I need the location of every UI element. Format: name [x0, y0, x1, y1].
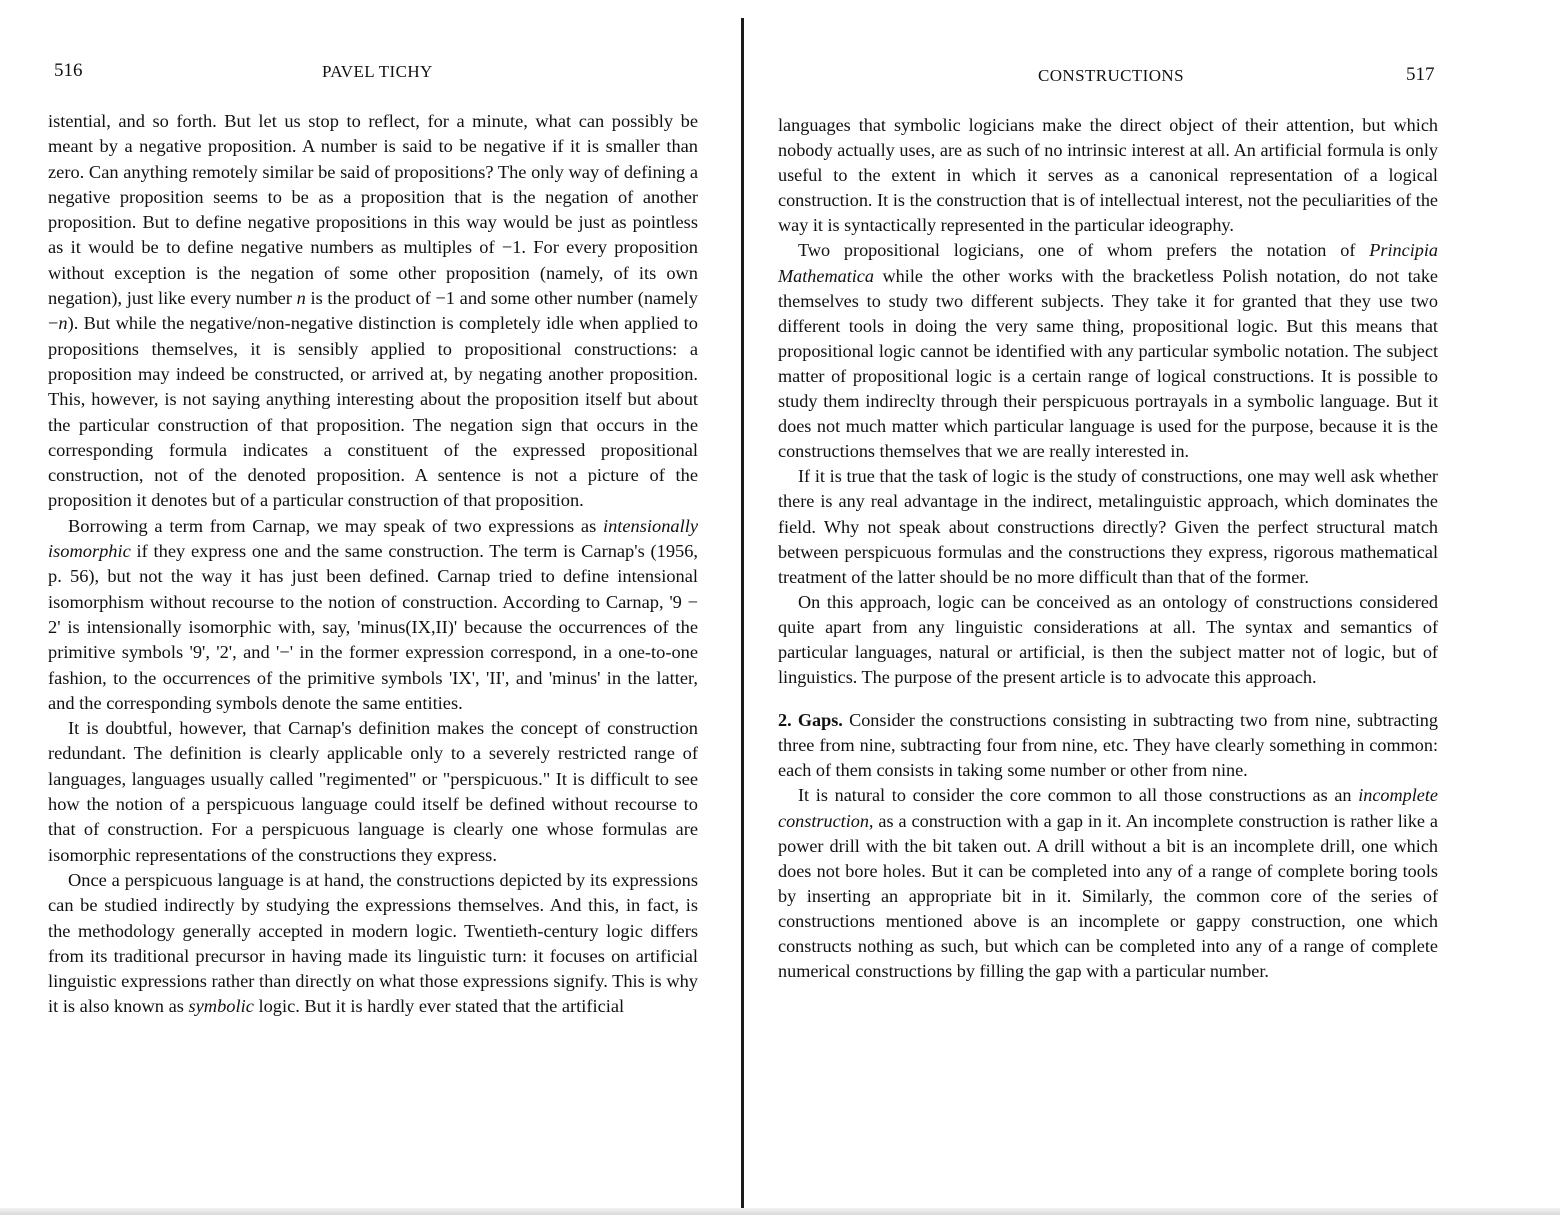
text-run: Borrowing a term from Carnap, we may speak of two expressions as [68, 515, 603, 536]
right-page-body [778, 113, 1438, 984]
text-run: It is natural to consider the core common to all those constructions as an [798, 785, 1359, 806]
text-run: istential, and so forth. But let us stop to reflect, for a minute, what can possibly be meant by a negative proposition. A number is said to be negative if it is smaller than zero. Can anything remotely similar be said of propositions? The only way of defining a negative proposition seems to be as a proposition that is the negation of another proposition. But to define negative propositions in this way would be just as pointless as it would be to define negative numbers as multiples of −1. For every proposition without exception is the negation of some other proposition (namely, of its own negation), just like every number [48, 111, 698, 309]
italic-text: n [296, 288, 306, 309]
text-run: if they express one and the same construction. The term is Carnap's (1956, p. 56), but not the way it has just been defined. Carnap tried to define intensional isomorphism without recourse to the notion of construction. According to Carnap, '9 − 2' is intensionally isomorphic with, say, 'minus(IX,II)' because the occurrences of the primitive symbols '9', '2', and '−' in the former expression correspond, in a one-to-one fashion, to the occurrences of the primitive symbols 'IX', 'II', and 'minus' in the latter, and the corresponding symbols denote the same entities. [48, 541, 698, 713]
page-bottom-edge [0, 1208, 1560, 1215]
paragraph [778, 708, 1438, 783]
text-run: ). But while the negative/non-negative distinction is completely idle when applied to propositions themselves, it is sensibly applied to propositional constructions: a proposition may indeed be constructed, or arrived at, by negating another proposition. This, however, is not saying anything interesting about the proposition itself but about the particular construction of that proposition. The negation sign that occurs in the corresponding formula indicates a constituent of the expressed propositional construction, not of the denoted proposition. A sentence is not a picture of the proposition it denotes but of a particular construction of that proposition. [48, 313, 698, 511]
book-spine [741, 18, 744, 1208]
text-run: while the other works with the bracketless Polish notation, do not take themselves to study two different subjects. They take it for granted that they use two different tools in doing the very same thing, propositional logic. But this means that propositional logic cannot be identified with any particular symbolic notation. The subject matter of propositional logic is a certain range of logical constructions. It is possible to study them indireclty through their perspicuous portrayals in a symbolic language. But it does not much matter which particular language is used for the purpose, because it is the constructions themselves that we are really interested in. [778, 265, 1438, 462]
text-run: as a construction with a gap in it. An incomplete construction is rather like a power drill with the bit taken out. A drill without a bit is an incomplete drill, one which does not bore holes. But it can be completed into any of a range of complete boring tools by inserting an appropriate bit in it. Similarly, the common core of the series of constructions mentioned above is an incomplete or gappy construction, one which constructs nothing as such, but which can be completed into any of a range of complete numerical constructions by filling the gap with a particular number. [778, 810, 1438, 982]
text-run: On this approach, logic can be conceived as an ontology of constructions considered quite apart from any linguistic considerations at all. The syntax and semantics of particular languages, natural or artificial, is then the subject matter not of logic, but of linguistics. The purpose of the present article is to advocate this approach. [778, 591, 1438, 688]
paragraph [48, 514, 698, 716]
paragraph [778, 464, 1438, 589]
italic-text: intensionally isomorphic [48, 515, 698, 562]
page-number: 517 [1406, 64, 1435, 85]
text-run: is the product of −1 and some other number (namely − [48, 288, 698, 334]
italic-text: incomplete construction, [778, 785, 1438, 831]
paragraph [48, 868, 698, 1020]
running-head: PAVEL TICHY [322, 62, 433, 81]
paragraph [48, 109, 698, 514]
italic-text: symbolic [188, 996, 254, 1017]
running-head: CONSTRUCTIONS [1038, 66, 1184, 85]
section-title: Gaps. [797, 710, 843, 731]
text-run: logic. But it is hardly ever stated that the artificial [253, 996, 625, 1017]
text-run: If it is true that the task of logic is the study of constructions, one may well ask whether there is any real advantage in the indirect, metalinguistic approach, which dominates the field. Why not speak about constructions directly? Given the perfect structural match between perspicuous formulas and the constructions they express, rigorous mathematical treatment of the latter should be no more difficult than that of the former. [778, 466, 1438, 587]
page-number: 516 [54, 60, 83, 81]
italic-text: Principia Mathematica [778, 240, 1438, 286]
text-run: Consider the constructions consisting in subtracting two from nine, subtracting three from nine, subtracting four from nine, etc. They have clearly something in common: each of them consists in taking some number or other from nine. [778, 710, 1438, 781]
paragraph [48, 716, 698, 868]
text-run: Two propositional logicians, one of whom prefers the notation of [798, 240, 1370, 261]
paragraph [778, 238, 1438, 464]
left-page-body [48, 109, 698, 1020]
section-number: 2. [778, 710, 792, 731]
paragraph [778, 113, 1438, 238]
italic-text: n [58, 313, 68, 334]
text-run: languages that symbolic logicians make the direct object of their attention, but which nobody actually uses, are as such of no intrinsic interest at all. An artificial formula is only useful to the extent in which it serves as a canonical representation of a logical construction. It is the construction that is of intellectual interest, not the peculiarities of the way it is syntactically represented in the particular ideography. [778, 115, 1438, 236]
text-run: It is doubtful, however, that Carnap's definition makes the concept of construction redundant. The definition is clearly applicable only to a severely restricted range of languages, languages usually called "regimented" or "perspicuous." It is difficult to see how the notion of a perspicuous language could itself be defined without recourse to that of construction. For a perspicuous language is clearly one whose formulas are isomorphic representations of the constructions they express. [48, 718, 698, 865]
paragraph [778, 590, 1438, 690]
text-run: Once a perspicuous language is at hand, the constructions depicted by its expressions can be studied indirectly by studying the expressions themselves. And this, in fact, is the methodology generally accepted in modern logic. Twentieth-century logic differs from its traditional precursor in having made its linguistic turn: it focuses on artificial linguistic expressions rather than directly on what those expressions signify. This is why it is also known as [48, 869, 698, 1017]
paragraph [778, 783, 1438, 984]
